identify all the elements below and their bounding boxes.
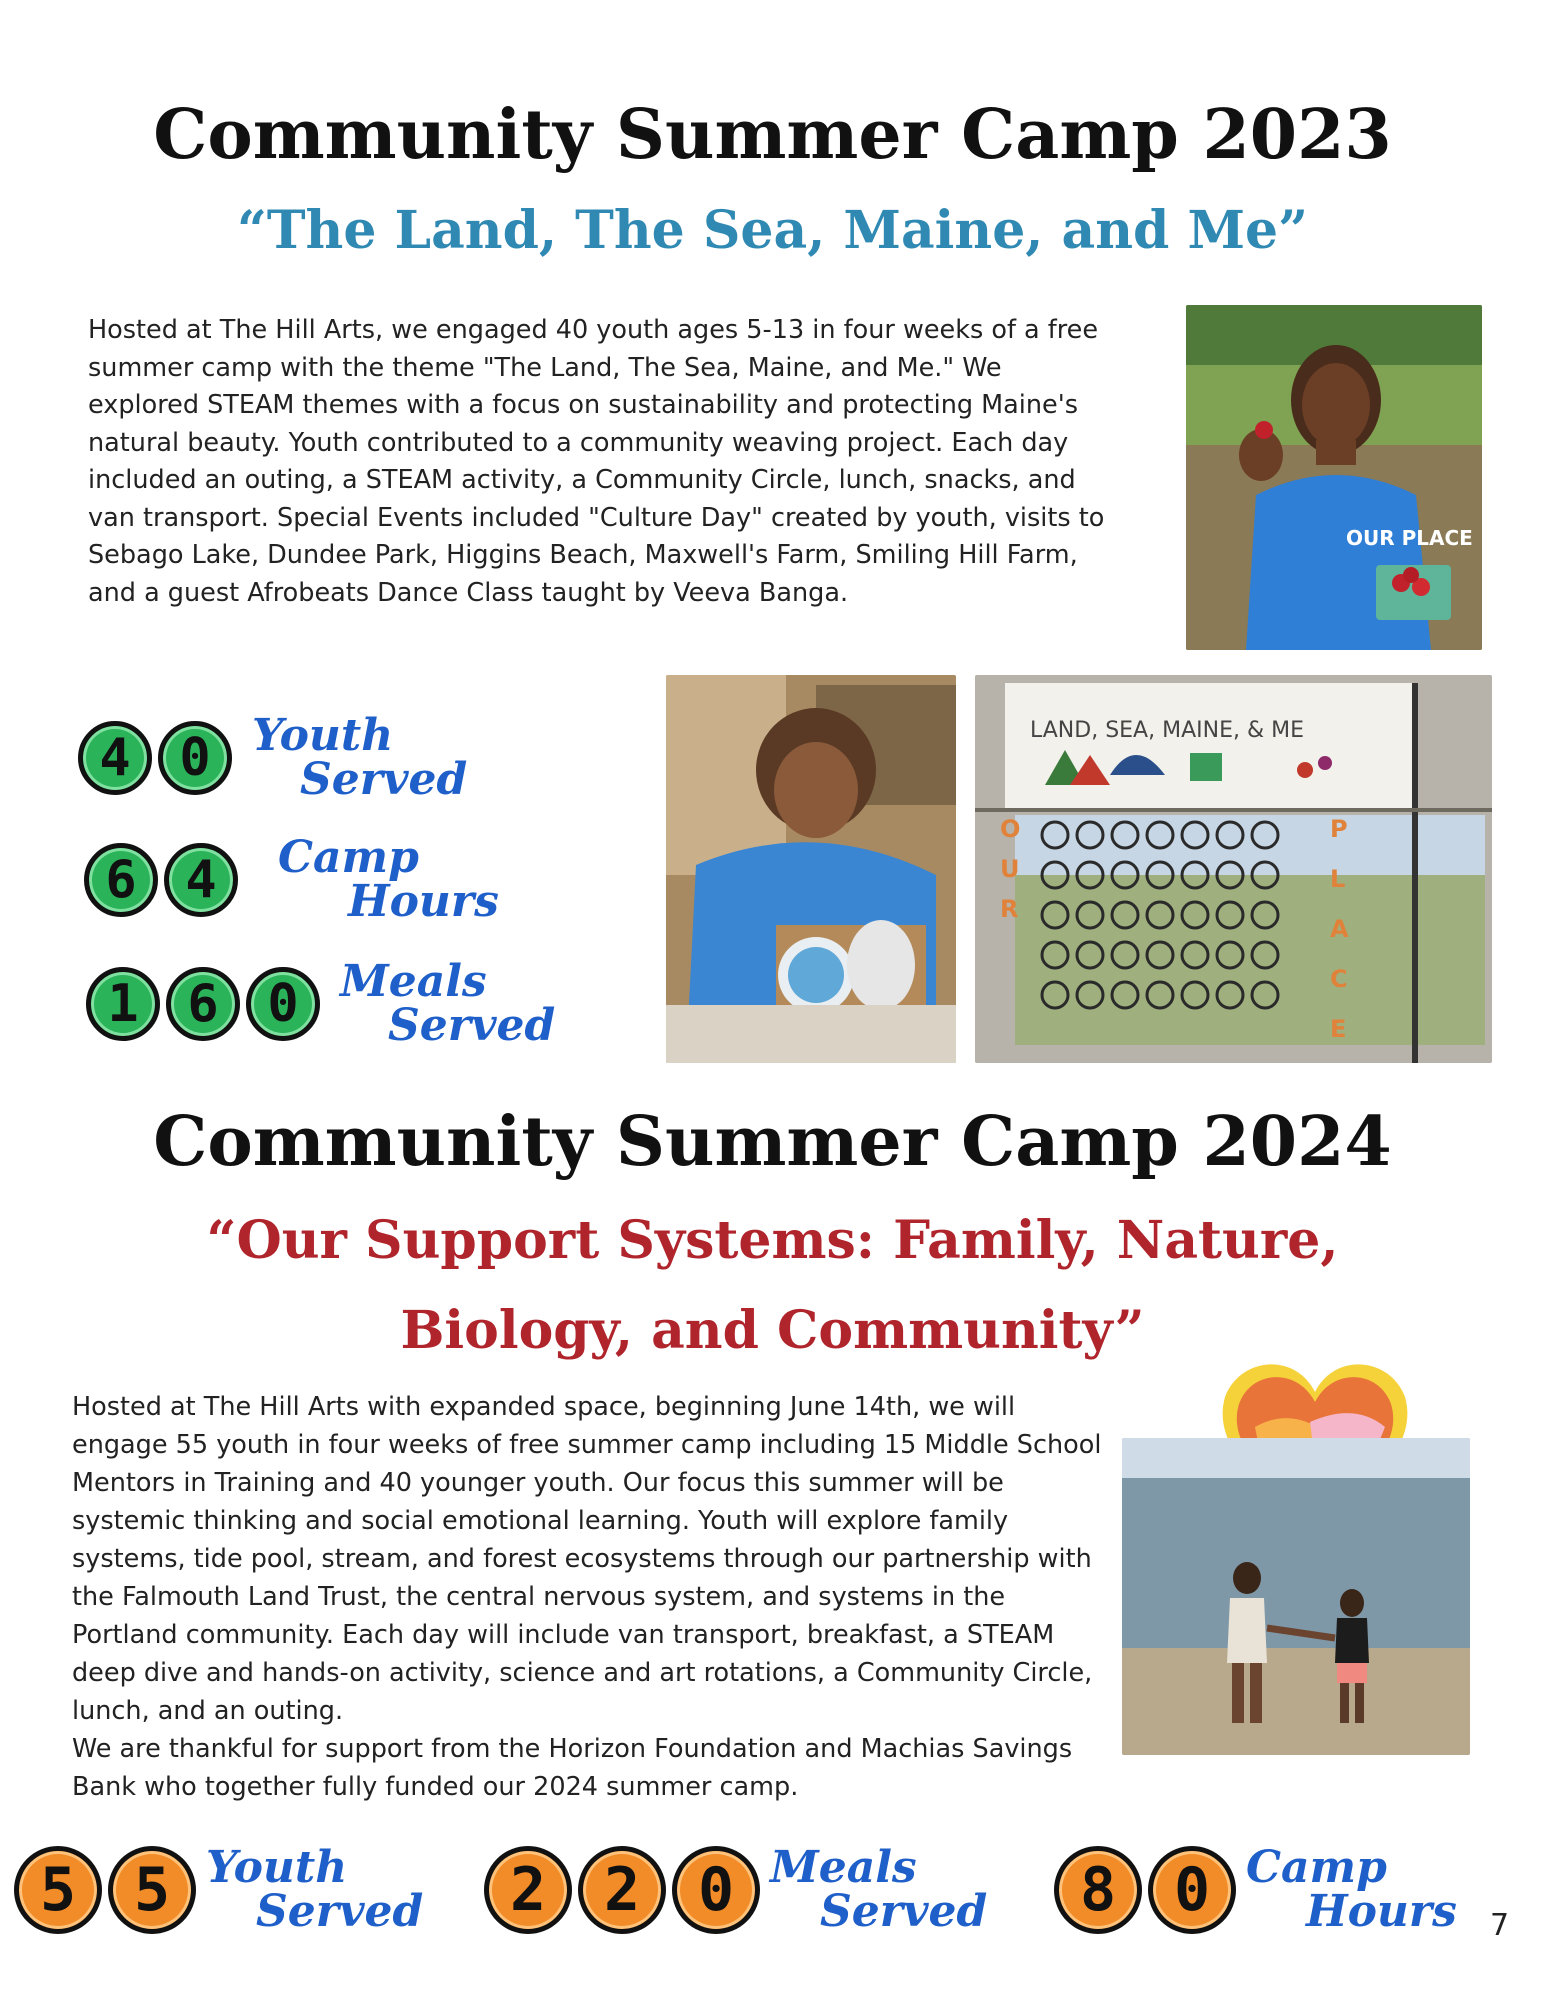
weaving-banner-text: LAND, SEA, MAINE, & ME	[1030, 718, 1304, 743]
stat-label-line1: Youth	[206, 1842, 348, 1893]
stat-camp-hours-2024	[1054, 1842, 1457, 1937]
photo-girl-strawberry	[1186, 305, 1482, 650]
camp-2024-stats	[14, 1842, 1464, 1962]
weaving-letter: P	[1330, 815, 1348, 843]
stat-digit: 6	[166, 967, 240, 1041]
stat-label-line1: Camp	[1246, 1842, 1387, 1893]
weaving-letter: L	[1330, 865, 1346, 893]
shirt-logo-text: OUR PLACE	[1346, 526, 1473, 550]
stat-label-line2: Hours	[348, 876, 499, 927]
camp-2023-stats	[78, 698, 638, 1066]
photo-girl-painting	[666, 675, 956, 1063]
camp-2024-theme-line2: Biology, and Community”	[400, 1300, 1145, 1361]
camp-2023-theme: “The Land, The Sea, Maine, and Me”	[236, 200, 1309, 261]
stat-digit: 4	[164, 843, 238, 917]
stat-digit: 0	[1148, 1846, 1236, 1934]
stat-label-line2: Served	[256, 1886, 424, 1937]
stat-digit: 8	[1054, 1846, 1142, 1934]
stat-label-line2: Served	[388, 1000, 556, 1051]
photo-community-weaving	[975, 675, 1492, 1063]
stat-digit: 0	[158, 721, 232, 795]
camp-2023-title: Community Summer Camp 2023	[153, 95, 1392, 175]
weaving-letter: A	[1330, 915, 1349, 943]
camp-2024-body	[72, 1388, 1112, 1806]
camp-2023-description: Hosted at The Hill Arts, we engaged 40 youth ages 5-13 in four weeks of a free summer camp with the theme "The Land, The Sea, Maine, and Me." We explored STEAM themes with a focus on sustainability and protecting Maine's natural beauty. Youth contributed to a community weaving project. Each day included an outing, a STEAM activity, a Community Circle, lunch, snacks, and van transport. Special Events included "Culture Day" created by youth, visits to Sebago Lake, Dundee Park, Higgins Beach, Maxwell's Farm, Smiling Hill Farm, and a guest Afrobeats Dance Class taught by Veeva Banga.	[88, 315, 1105, 608]
weaving-letter: R	[1000, 895, 1019, 923]
camp-2024-thanks: We are thankful for support from the Horizon Foundation and Machias Savings Bank who together fully funded our 2024 summer camp.	[72, 1734, 1073, 1802]
stat-meals-served-2023	[86, 942, 638, 1066]
stat-label-line1: Youth	[252, 710, 394, 761]
page-number: 7	[1490, 1908, 1510, 1943]
stat-digit: 2	[578, 1846, 666, 1934]
camp-2024-theme-line1: “Our Support Systems: Family, Nature,	[206, 1210, 1339, 1271]
stat-label-line2: Served	[820, 1886, 988, 1937]
stat-digit: 1	[86, 967, 160, 1041]
weaving-letter: C	[1330, 965, 1348, 993]
stat-camp-hours-2023	[84, 818, 638, 942]
stat-digit: 2	[484, 1846, 572, 1934]
weaving-letter: E	[1330, 1015, 1347, 1043]
stat-label-line2: Hours	[1306, 1886, 1457, 1937]
stat-youth-served-2023	[78, 698, 638, 818]
photo-beach-kids	[1122, 1438, 1470, 1755]
weaving-letter: O	[1000, 815, 1021, 843]
stat-digit: 0	[672, 1846, 760, 1934]
stat-label-line2: Served	[300, 754, 468, 805]
weaving-letter: U	[1000, 855, 1020, 883]
camp-2024-description: Hosted at The Hill Arts with expanded space, beginning June 14th, we will engage 55 youth in four weeks of free summer camp including 15 Middle School Mentors in Training and 40 younger youth. Our focus this summer will be systemic thinking and social emotional learning. Youth will explore family systems, tide pool, stream, and forest ecosystems through our partnership with the Falmouth Land Trust, the central nervous system, and systems in the Portland community. Each day will include van transport, breakfast, a STEAM deep dive and hands-on activity, science and art rotations, a Community Circle, lunch, and an outing.	[72, 1392, 1102, 1726]
stat-digit: 5	[108, 1846, 196, 1934]
stat-digit: 5	[14, 1846, 102, 1934]
stat-digit: 4	[78, 721, 152, 795]
stat-meals-served-2024	[484, 1842, 988, 1937]
stat-label-line1: Meals	[340, 956, 487, 1007]
stat-digit: 0	[246, 967, 320, 1041]
stat-digit: 6	[84, 843, 158, 917]
camp-2024-title: Community Summer Camp 2024	[153, 1102, 1392, 1182]
stat-label-line1: Meals	[770, 1842, 917, 1893]
stat-label-line1: Camp	[278, 832, 419, 883]
stat-youth-served-2024	[14, 1842, 424, 1937]
